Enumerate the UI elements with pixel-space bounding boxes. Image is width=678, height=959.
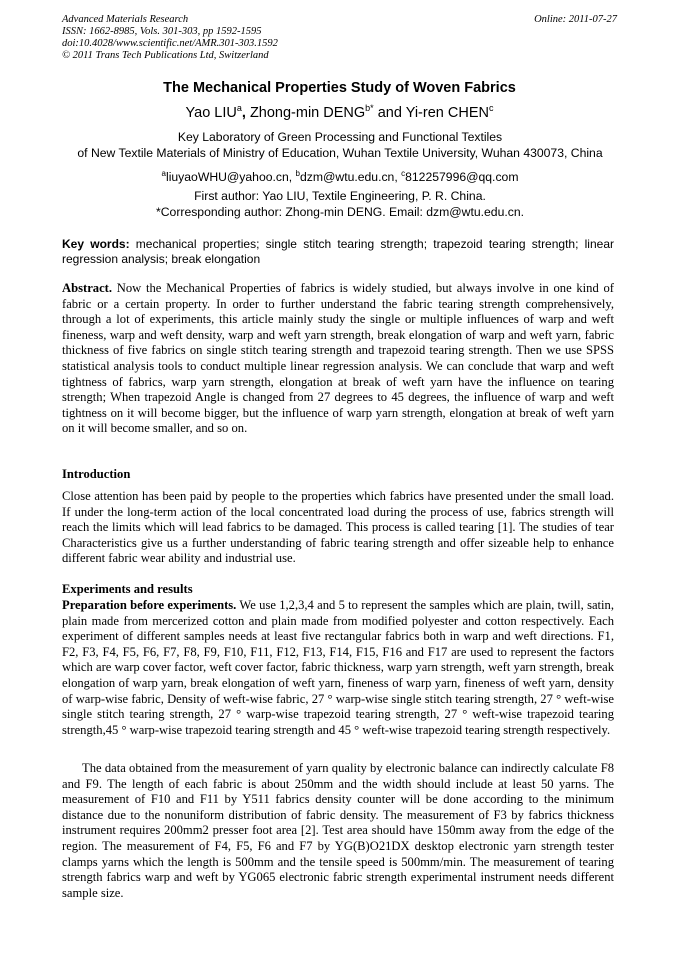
preparation-text: We use 1,2,3,4 and 5 to represent the samples which are plain, twill, satin, plain made from mercerized cotton and plain made from modified polyester and cotton respectively. Each experiment of different samples needs at least five rectangular fabrics both in warp and weft directions. F1, F2, F3, F4, F5, F6, F7, F8, F9, F10, F11, F12, F13, F14, F15, F16 and F17 are used to represent the factors which are warp cover factor, weft cover factor, fabric thickness, warp yarn strength, weft yarn strength, break elongation of warp yarn, break elongation of weft yarn, fineness of warp yarn, fineness of weft yarn, density of warp-wise fabric, Density of weft-wise fabric, 27 ° warp-wise single stitch tearing strength, 27 ° weft-wise single stitch tearing strength, 27 ° warp-wise trapezoid tearing strength, 27 ° weft-wise trapezoid tearing strength,45 ° warp-wise trapezoid tearing strength and 45 ° weft-wise trapezoid tearing strength respectively. (62, 598, 614, 737)
keywords-label: Key words: (62, 237, 130, 251)
experiments-paragraph-1 (62, 598, 614, 738)
abstract-label: Abstract. (62, 281, 113, 295)
email-a-mark: a (161, 169, 166, 178)
first-author-note: First author: Yao LIU, Textile Engineering, P. R. China. (194, 189, 486, 203)
abstract (62, 281, 614, 437)
experiments-paragraph-2: The data obtained from the measurement of yarn quality by electronic balance can indirectly calculate F8 and F9. The length of each fabric is about 250mm and the width should include at least 50 yarns. The measurement of F10 and F11 by Y511 fabrics density counter will be done according to the minimum distance due to the nonuniform distribution of fabric density. The measurement of F3 by fabrics thickness instrument requires 200mm2 presser foot area [2]. Test area should have 150mm away from the edge of the region. The measurement of F4, F5, F6 and F7 by YG(B)O21DX desktop electronic yarn strength tester clamps yarns which the length is 500mm and the tensile speed is 500mm/min. The measurement of tearing strength fabrics warp and weft by YG065 electronic fabric strength experimental instrument needs different sample size. (62, 761, 614, 900)
issn-line: ISSN: 1662-8985, Vols. 301-303, pp 1592-1595 (62, 26, 262, 37)
author-1: Yao LIU (185, 104, 237, 121)
affiliation-line-2: of New Textile Materials of Ministry of Education, Wuhan Textile University, Wuhan 430073, China (77, 146, 603, 160)
abstract-text: Now the Mechanical Properties of fabrics is widely studied, but always involve in one kind of fabric or a certain property. In order to further understand the fabric tearing strength comprehensively, through a lot of experiments, this article mainly study the single or multiple influences of warp and weft fineness, warp and weft density, warp and weft yarn strength, break elongation of warp and weft yarn, fabric thickness of five fabrics on single stitch tearing strength and trapezoid tearing strength. Then we use SPSS statistical analysis tools to conduct multiple linear regression analysis. We can conclude that warp and weft tightness of fabrics, warp yarn strength, elongation at break of weft yarn have the influence on tearing strength; When trapezoid Angle is changed from 27 degrees to 45 degrees, the influence of warp and weft tightness on it will become bigger, but the influence of warp yarn strength, elongation at break of weft yarn on it will become smaller, and so on. (62, 281, 614, 436)
email-line (40, 166, 640, 185)
author-1-mark: a (236, 103, 242, 113)
journal-name: Advanced Materials Research (62, 14, 189, 25)
introduction-heading: Introduction (62, 467, 131, 481)
corresponding-author-note: *Corresponding author: Zhong-min DENG. Email: dzm@wtu.edu.cn. (156, 205, 524, 219)
online-date: Online: 2011-07-27 (534, 14, 617, 25)
introduction-paragraph: Close attention has been paid by people to the properties which fabrics have presented under the small load. If under the long-term action of the local concentrated load during the process of use, fabrics strength will reach the limits which will lead fabrics to be damaged. This process is called tearing [1]. The studies of tear Characteristics give us a further understanding of fabric tearing strength and offer sizeable help to enhance different fabric wear ability and industrial use. (62, 489, 614, 566)
doi-line: doi:10.4028/www.scientific.net/AMR.301-303.1592 (62, 38, 278, 49)
email-c-mark: c (401, 169, 406, 178)
affiliation-line-1: Key Laboratory of Green Processing and Functional Textiles (177, 130, 503, 144)
journal-header (62, 14, 617, 62)
email-c: 812257996@qq.com (405, 170, 519, 185)
keywords-text: mechanical properties; single stitch tearing strength; trapezoid tearing strength; linear regression analysis; break elongation (62, 237, 614, 266)
email-b: dzm@wtu.edu.cn, (300, 170, 398, 185)
email-a: liuyaoWHU@yahoo.cn, (165, 170, 293, 185)
author-separator: , (241, 104, 246, 121)
author-and: and (377, 104, 402, 121)
author-3-mark: c (488, 103, 494, 113)
author-3: Yi-ren CHEN (405, 104, 489, 121)
author-line (62, 103, 617, 121)
author-2: Zhong-min DENG (249, 104, 366, 121)
paper-title: The Mechanical Properties Study of Woven Fabrics (163, 80, 516, 96)
email-b-mark: b (295, 169, 300, 178)
experiments-heading: Experiments and results (62, 582, 193, 596)
preparation-label: Preparation before experiments. (62, 598, 237, 612)
author-2-mark: b* (365, 103, 374, 113)
copyright-line: © 2011 Trans Tech Publications Ltd, Switzerland (62, 50, 269, 61)
keywords (62, 237, 614, 267)
